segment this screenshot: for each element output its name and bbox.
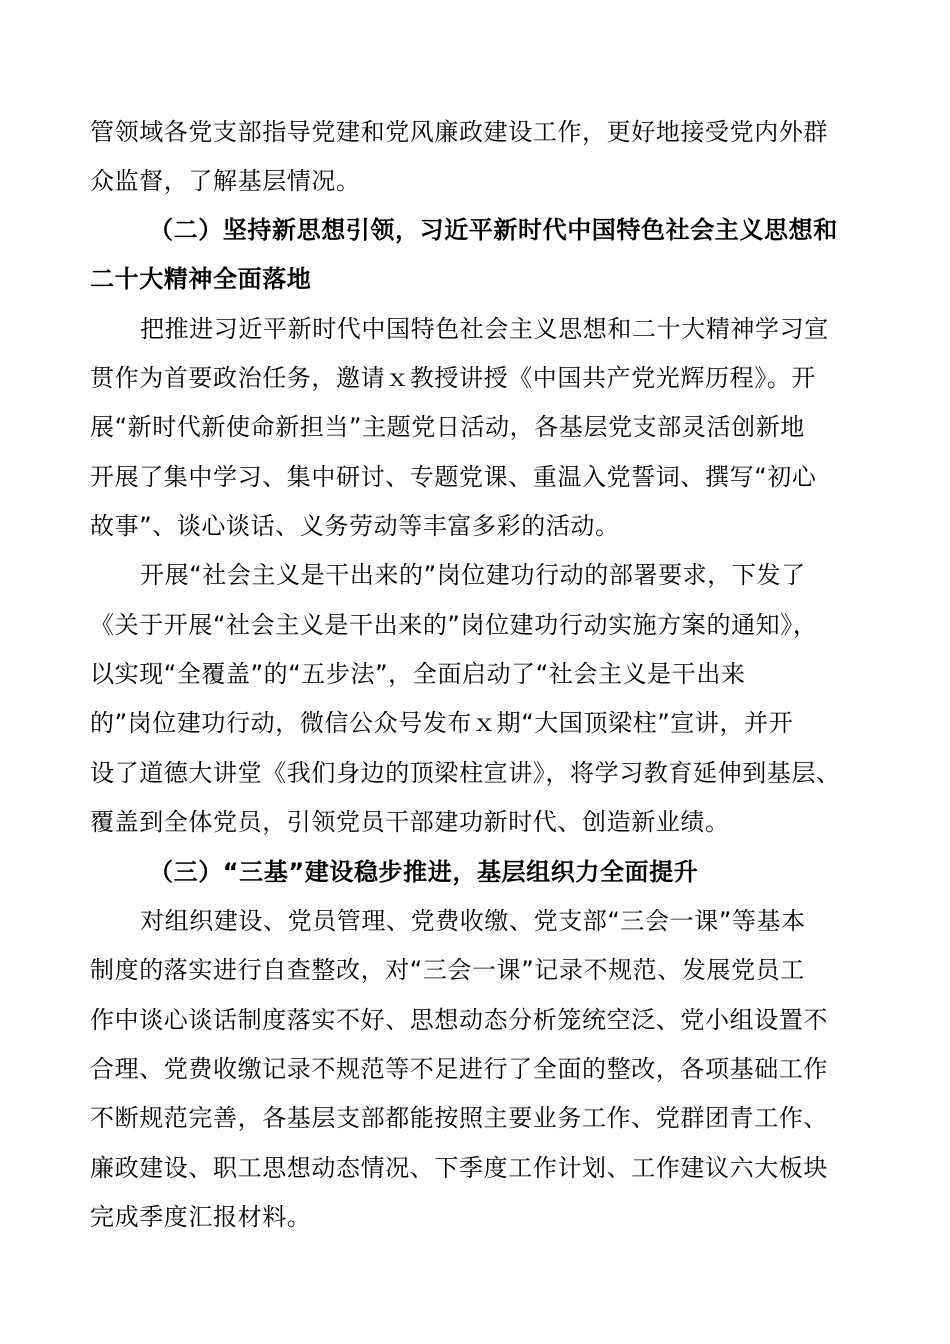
paragraph-line: 开展了集中学习、集中研讨、专题党课、重温入党誓词、撰写“初心: [90, 463, 817, 491]
paragraph-line: 对组织建设、党员管理、党费收缴、党支部“三会一课”等基本: [140, 907, 806, 935]
paragraph-line: 制度的落实进行自查整改，对“三会一课”记录不规范、发展党员工: [90, 956, 805, 984]
paragraph-line: 不断规范完善，各基层支部都能按照主要业务工作、党群团青工作、: [90, 1104, 828, 1132]
section-heading-3: （三）“三基”建设稳步推进，基层组织力全面提升: [149, 858, 699, 886]
paragraph-line: 覆盖到全体党员，引领党员干部建功新时代、创造新业绩。: [90, 808, 730, 836]
paragraph-line: 完成季度汇报材料。: [90, 1203, 312, 1231]
paragraph-line: 把推进习近平新时代中国特色社会主义思想和二十大精神学习宣: [140, 315, 829, 343]
paragraph-line: 设了道德大讲堂《我们身边的顶梁柱宣讲》，将学习教育延伸到基层、: [90, 759, 841, 787]
section-heading-2: （二）坚持新思想引领，习近平新时代中国特色社会主义思想和: [149, 216, 838, 244]
paragraph-line: 合理、党费收缴记录不规范等不足进行了全面的整改，各项基础工作: [90, 1055, 828, 1083]
paragraph-line: 廉政建设、职工思想动态情况、下季度工作计划、工作建议六大板块: [90, 1154, 828, 1182]
section-heading-2-cont: 二十大精神全面落地: [90, 265, 312, 293]
paragraph-line: 以实现“全覆盖”的“五步法”，全面启动了“社会主义是干出来: [90, 660, 746, 688]
paragraph-line: 贯作为首要政治任务，邀请ｘ教授讲授《中国共产党光辉历程》。开: [90, 364, 816, 392]
paragraph-line: 的”岗位建功行动，微信公众号发布ｘ期“大国顶梁柱”宣讲，并开: [90, 709, 794, 737]
paragraph-line: 管领域各党支部指导党建和党风廉政建设工作，更好地接受党内外群: [90, 118, 828, 146]
paragraph-line: 故事”、谈心谈话、义务劳动等丰富多彩的活动。: [90, 512, 620, 540]
paragraph-line: 《关于开展“社会主义是干出来的”岗位建功行动实施方案的通知》，: [90, 611, 818, 639]
paragraph-line: 展“新时代新使命新担当”主题党日活动，各基层党支部灵活创新地: [90, 413, 805, 441]
paragraph-line: 作中谈心谈话制度落实不好、思想动态分析笼统空泛、党小组设置不: [90, 1006, 828, 1034]
paragraph-line: 开展“社会主义是干出来的”岗位建功行动的部署要求，下发了: [140, 561, 806, 589]
paragraph-line: 众监督，了解基层情况。: [90, 167, 361, 195]
